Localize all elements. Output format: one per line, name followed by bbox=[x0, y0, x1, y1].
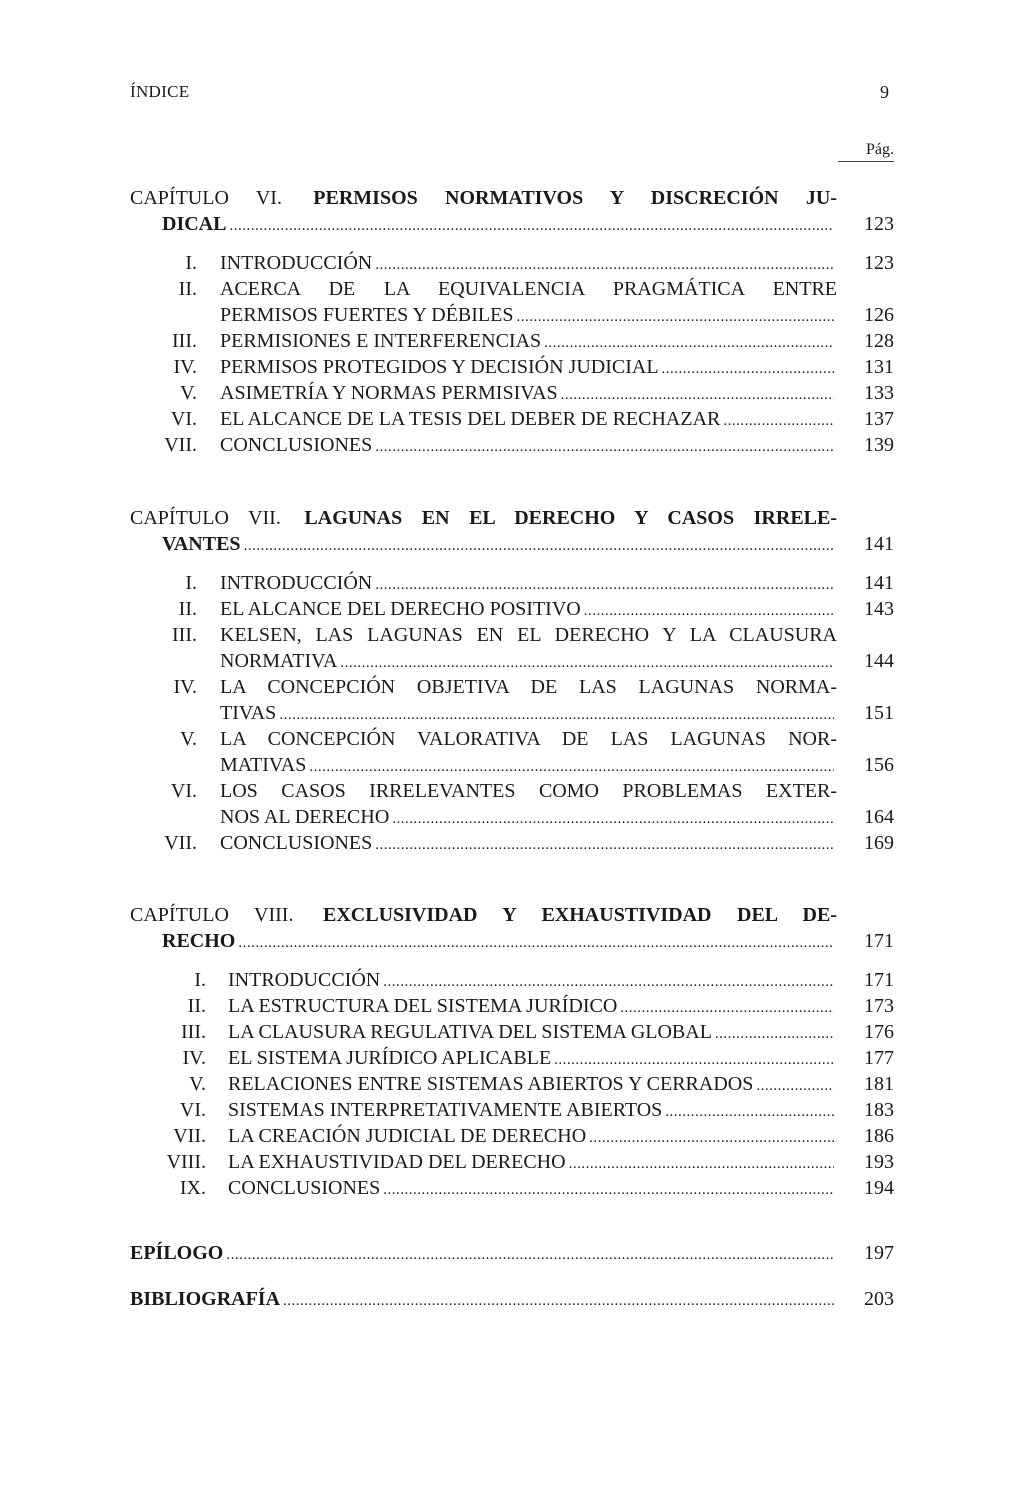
dot-leader bbox=[569, 1149, 834, 1175]
section-number: I. bbox=[185, 572, 197, 594]
section-entry bbox=[228, 1097, 837, 1123]
section-title: SISTEMAS INTERPRETATIVAMENTE ABIERTOS bbox=[228, 1099, 663, 1121]
section-entry bbox=[220, 700, 837, 726]
dot-leader bbox=[620, 993, 834, 1019]
dot-leader bbox=[665, 1097, 834, 1123]
section-page-number: 141 bbox=[864, 572, 894, 594]
section-entry bbox=[228, 1045, 837, 1071]
section-number: IV. bbox=[173, 356, 197, 378]
dot-leader bbox=[375, 570, 834, 596]
dot-leader bbox=[283, 1286, 834, 1312]
chapter-heading bbox=[130, 505, 837, 531]
section-title: PERMISOS FUERTES Y DÉBILES bbox=[220, 304, 514, 326]
section-title: INTRODUCCIÓN bbox=[228, 969, 381, 991]
section-title-line: LA CONCEPCIÓN OBJETIVA DE LAS LAGUNAS NORMA- bbox=[220, 676, 837, 698]
section-title: LA EXHAUSTIVIDAD DEL DERECHO bbox=[228, 1151, 566, 1173]
page-number: 9 bbox=[880, 82, 889, 102]
dot-leader bbox=[584, 596, 834, 622]
section-page-number: 126 bbox=[864, 304, 894, 326]
section-page-number: 128 bbox=[864, 330, 894, 352]
section-entry bbox=[220, 830, 837, 856]
dot-leader bbox=[383, 1175, 834, 1201]
chapter-label: CAPÍTULO VIII. bbox=[130, 904, 294, 926]
dot-leader bbox=[392, 804, 834, 830]
section-title-line: KELSEN, LAS LAGUNAS EN EL DERECHO Y LA CLAUSURA bbox=[220, 624, 837, 646]
section-title: MATIVAS bbox=[220, 754, 307, 776]
section-entry bbox=[228, 1149, 837, 1175]
section-title-line: ACERCA DE LA EQUIVALENCIA PRAGMÁTICA ENTRE bbox=[220, 278, 837, 300]
section-number: V. bbox=[180, 382, 197, 404]
section-number: III. bbox=[172, 330, 197, 352]
chapter-title-continuation bbox=[162, 211, 837, 237]
section-entry bbox=[228, 1019, 837, 1045]
section-title: LA CLAUSURA REGULATIVA DEL SISTEMA GLOBAL bbox=[228, 1021, 712, 1043]
section-number: I. bbox=[185, 252, 197, 274]
section-number: VI. bbox=[170, 780, 197, 802]
section-number: VI. bbox=[170, 408, 197, 430]
dot-leader bbox=[340, 648, 834, 674]
section-page-number: 173 bbox=[864, 995, 894, 1017]
section-entry bbox=[228, 1175, 837, 1201]
section-page-number: 139 bbox=[864, 434, 894, 456]
section-title: CONCLUSIONES bbox=[220, 832, 373, 854]
dot-leader bbox=[244, 531, 834, 557]
end-matter-entry bbox=[130, 1240, 837, 1266]
section-page-number: 133 bbox=[864, 382, 894, 404]
dot-leader bbox=[375, 432, 834, 458]
section-entry bbox=[228, 967, 837, 993]
section-title-line: LOS CASOS IRRELEVANTES COMO PROBLEMAS EXTER- bbox=[220, 780, 837, 802]
dot-leader bbox=[561, 380, 834, 406]
dot-leader bbox=[544, 328, 834, 354]
section-page-number: 144 bbox=[864, 650, 894, 672]
section-title: EL ALCANCE DEL DERECHO POSITIVO bbox=[220, 598, 581, 620]
section-number: VII. bbox=[164, 434, 197, 456]
dot-leader bbox=[723, 406, 834, 432]
section-number: I. bbox=[194, 969, 206, 991]
section-page-number: 137 bbox=[864, 408, 894, 430]
end-matter-page-number: 203 bbox=[864, 1288, 894, 1310]
chapter-title: EXCLUSIVIDAD Y EXHAUSTIVIDAD DEL DE- bbox=[323, 904, 837, 926]
section-title: INTRODUCCIÓN bbox=[220, 252, 373, 274]
section-title: RELACIONES ENTRE SISTEMAS ABIERTOS Y CERRADOS bbox=[228, 1073, 754, 1095]
section-number: II. bbox=[187, 995, 206, 1017]
dot-leader bbox=[309, 752, 834, 778]
section-entry bbox=[220, 804, 837, 830]
chapter-title-continuation bbox=[162, 531, 837, 557]
section-number: II. bbox=[178, 278, 197, 300]
section-entry bbox=[220, 354, 837, 380]
end-matter-title: BIBLIOGRAFÍA bbox=[130, 1288, 281, 1310]
chapter-title-continuation bbox=[162, 928, 837, 954]
section-number: V. bbox=[189, 1073, 206, 1095]
section-entry bbox=[228, 1071, 837, 1097]
dot-leader bbox=[383, 967, 834, 993]
section-title: NOS AL DERECHO bbox=[220, 806, 390, 828]
chapter-heading bbox=[130, 185, 837, 211]
dot-leader bbox=[375, 830, 834, 856]
end-matter-entry bbox=[130, 1286, 837, 1312]
section-page-number: 164 bbox=[864, 806, 894, 828]
section-title-line: LA CONCEPCIÓN VALORATIVA DE LAS LAGUNAS NOR- bbox=[220, 728, 837, 750]
section-entry bbox=[228, 1123, 837, 1149]
page-column-label: Pág. bbox=[838, 141, 894, 162]
section-page-number: 181 bbox=[864, 1073, 894, 1095]
dot-leader bbox=[279, 700, 834, 726]
section-page-number: 143 bbox=[864, 598, 894, 620]
section-page-number: 171 bbox=[864, 969, 894, 991]
dot-leader bbox=[516, 302, 834, 328]
section-entry bbox=[220, 250, 837, 276]
section-title: EL SISTEMA JURÍDICO APLICABLE bbox=[228, 1047, 552, 1069]
section-number: IV. bbox=[182, 1047, 206, 1069]
dot-leader bbox=[589, 1123, 834, 1149]
section-page-number: 123 bbox=[864, 252, 894, 274]
dot-leader bbox=[554, 1045, 834, 1071]
dot-leader bbox=[375, 250, 834, 276]
section-number: IV. bbox=[173, 676, 197, 698]
section-title: ASIMETRÍA Y NORMAS PERMISIVAS bbox=[220, 382, 558, 404]
chapter-title: LAGUNAS EN EL DERECHO Y CASOS IRRELE- bbox=[304, 507, 837, 529]
chapter-title-end: RECHO bbox=[162, 930, 236, 952]
dot-leader bbox=[662, 354, 834, 380]
section-number: III. bbox=[181, 1021, 206, 1043]
running-header-title: ÍNDICE bbox=[130, 82, 190, 101]
chapter-page-number: 141 bbox=[864, 533, 894, 555]
end-matter-page-number: 197 bbox=[864, 1242, 894, 1264]
dot-leader bbox=[715, 1019, 834, 1045]
chapter-label: CAPÍTULO VI. bbox=[130, 187, 282, 209]
section-number: V. bbox=[180, 728, 197, 750]
chapter-label: CAPÍTULO VII. bbox=[130, 507, 281, 529]
section-title: LA ESTRUCTURA DEL SISTEMA JURÍDICO bbox=[228, 995, 618, 1017]
chapter-page-number: 171 bbox=[864, 930, 894, 952]
section-page-number: 177 bbox=[864, 1047, 894, 1069]
section-title: CONCLUSIONES bbox=[220, 434, 373, 456]
section-entry bbox=[220, 596, 837, 622]
dot-leader bbox=[229, 211, 834, 237]
section-title: TIVAS bbox=[220, 702, 277, 724]
section-number: IX. bbox=[179, 1177, 206, 1199]
chapter-page-number: 123 bbox=[864, 213, 894, 235]
section-entry bbox=[220, 302, 837, 328]
section-page-number: 183 bbox=[864, 1099, 894, 1121]
section-title: CONCLUSIONES bbox=[228, 1177, 381, 1199]
section-page-number: 186 bbox=[864, 1125, 894, 1147]
dot-leader bbox=[238, 928, 834, 954]
section-page-number: 193 bbox=[864, 1151, 894, 1173]
section-entry bbox=[220, 752, 837, 778]
section-entry bbox=[220, 570, 837, 596]
section-entry bbox=[228, 993, 837, 1019]
dot-leader bbox=[756, 1071, 834, 1097]
section-page-number: 131 bbox=[864, 356, 894, 378]
section-entry bbox=[220, 406, 837, 432]
section-entry bbox=[220, 328, 837, 354]
section-page-number: 169 bbox=[864, 832, 894, 854]
section-entry bbox=[220, 648, 837, 674]
section-page-number: 194 bbox=[864, 1177, 894, 1199]
section-number: III. bbox=[172, 624, 197, 646]
section-title: EL ALCANCE DE LA TESIS DEL DEBER DE RECHAZAR bbox=[220, 408, 721, 430]
section-number: VIII. bbox=[166, 1151, 206, 1173]
section-entry bbox=[220, 380, 837, 406]
section-number: VI. bbox=[179, 1099, 206, 1121]
section-title: NORMATIVA bbox=[220, 650, 338, 672]
dot-leader bbox=[226, 1240, 834, 1266]
chapter-title-end: VANTES bbox=[162, 533, 241, 555]
chapter-title: PERMISOS NORMATIVOS Y DISCRECIÓN JU- bbox=[313, 187, 838, 209]
section-page-number: 156 bbox=[864, 754, 894, 776]
chapter-title-end: DICAL bbox=[162, 213, 227, 235]
section-title: LA CREACIÓN JUDICIAL DE DERECHO bbox=[228, 1125, 587, 1147]
section-page-number: 151 bbox=[864, 702, 894, 724]
section-entry bbox=[220, 432, 837, 458]
section-number: II. bbox=[178, 598, 197, 620]
section-page-number: 176 bbox=[864, 1021, 894, 1043]
end-matter-title: EPÍLOGO bbox=[130, 1242, 224, 1264]
section-title: PERMISIONES E INTERFERENCIAS bbox=[220, 330, 542, 352]
section-title: INTRODUCCIÓN bbox=[220, 572, 373, 594]
section-number: VII. bbox=[164, 832, 197, 854]
section-number: VII. bbox=[173, 1125, 206, 1147]
section-title: PERMISOS PROTEGIDOS Y DECISIÓN JUDICIAL bbox=[220, 356, 659, 378]
chapter-heading bbox=[130, 902, 837, 928]
